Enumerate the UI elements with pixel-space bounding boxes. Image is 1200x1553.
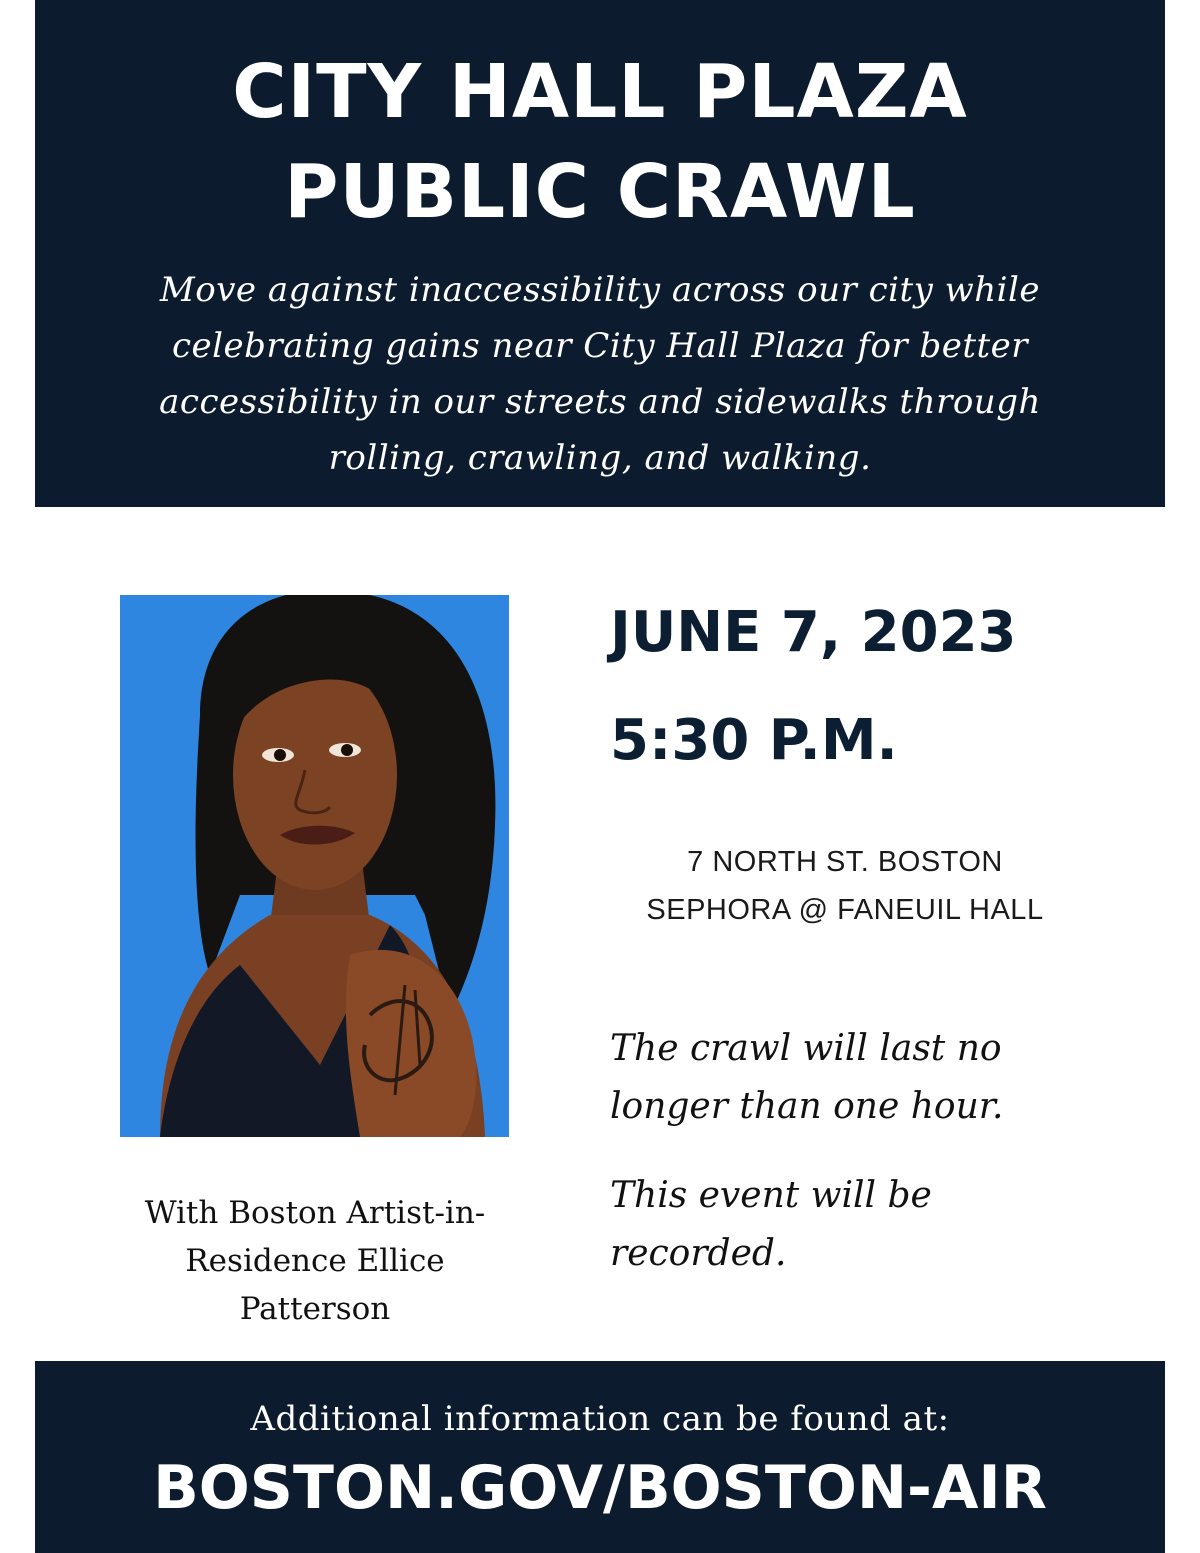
address-line-2: SEPHORA @ FANEUIL HALL [646, 894, 1044, 926]
recording-note: This event will be recorded. [610, 1175, 932, 1274]
event-title [35, 0, 1165, 242]
footer-banner [35, 1361, 1165, 1553]
event-address [595, 838, 1095, 934]
title-line-2: PUBLIC CRAWL [284, 149, 916, 235]
header-banner [35, 0, 1165, 507]
event-time: 5:30 P.M. [610, 708, 898, 773]
artist-photo [120, 595, 509, 1137]
event-date: JUNE 7, 2023 [610, 600, 1017, 665]
title-line-1: CITY HALL PLAZA [232, 49, 968, 135]
boston-air-link[interactable]: BOSTON.GOV/BOSTON-AIR [153, 1453, 1047, 1523]
event-description: Move against inaccessibility across our city while celebrating gains near City Hall Plaza for better accessibility in our streets and sidewalks through rolling, crawling, and walking. [159, 270, 1041, 478]
duration-note: The crawl will last no longer than one hour. [610, 1028, 1004, 1127]
additional-info-text: Additional information can be found at: [250, 1399, 950, 1439]
artist-caption: With Boston Artist-in-Residence Ellice Patterson [144, 1195, 486, 1327]
portrait-photo-icon [120, 595, 509, 1137]
address-line-1: 7 NORTH ST. BOSTON [687, 846, 1003, 878]
